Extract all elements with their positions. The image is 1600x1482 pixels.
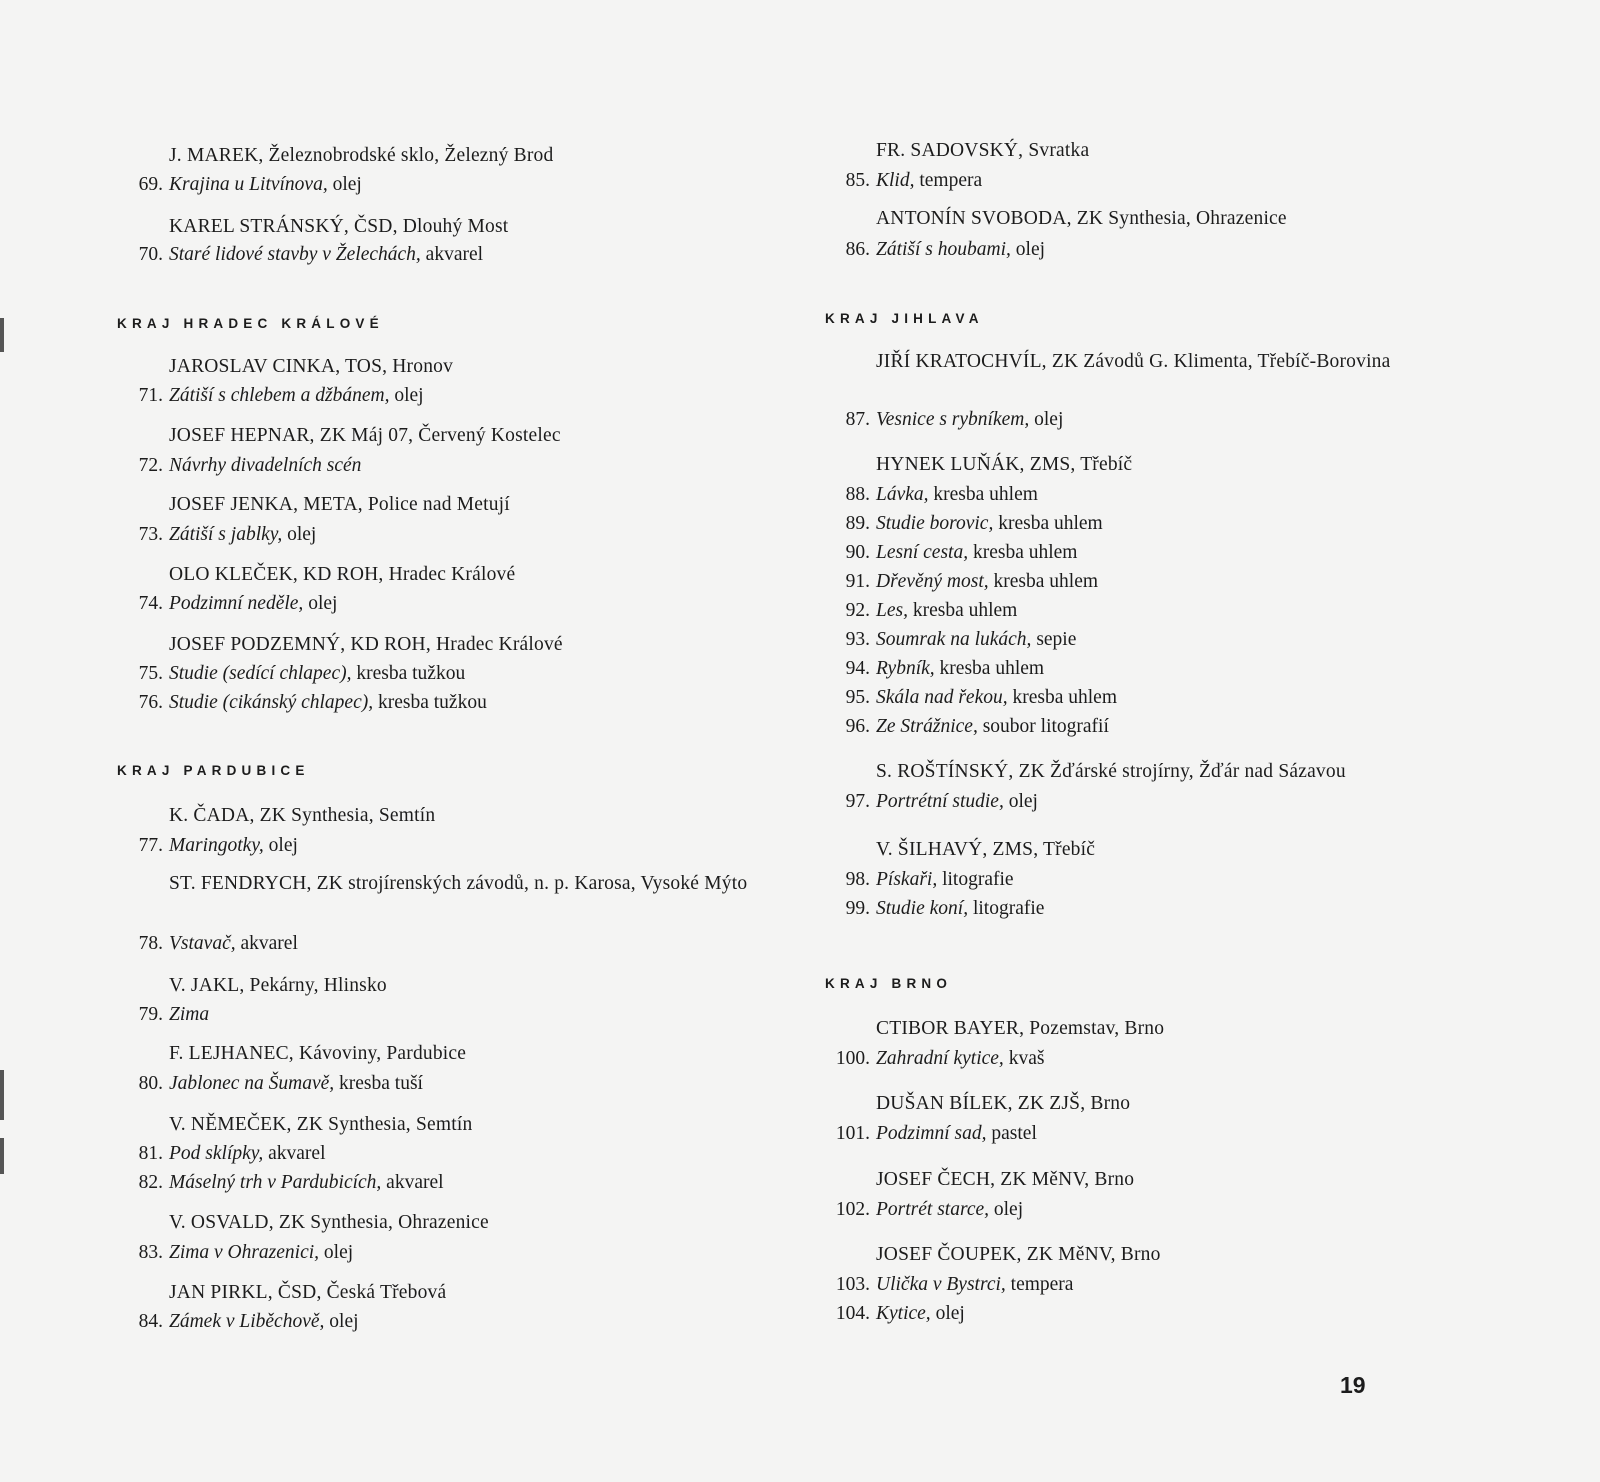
artwork-title: Studie koní, [876, 898, 969, 919]
artwork-title: Portrét starce, [876, 1199, 990, 1220]
artwork-technique: olej [324, 1311, 359, 1332]
artwork-number: 88. [845, 484, 870, 505]
artwork-number: 84. [138, 1311, 163, 1332]
artwork-entry [138, 593, 338, 615]
artwork-title: Pod sklípky, [169, 1143, 264, 1164]
artwork-technique: olej [327, 174, 362, 195]
artist-line: J. MAREK, Železnobrodské sklo, Železný Brod [169, 145, 554, 166]
artwork-number: 73. [138, 524, 163, 545]
artist-line: K. ČADA, ZK Synthesia, Semtín [169, 805, 436, 826]
artwork-title: Podzimní neděle, [169, 593, 304, 614]
artwork-title: Zima [169, 1004, 210, 1025]
artwork-entry [835, 1123, 1037, 1145]
artwork-number: 99. [845, 898, 870, 919]
artwork-title: Lesní cesta, [876, 542, 969, 563]
artwork-number: 70. [138, 244, 163, 265]
artwork-entry [845, 791, 1038, 813]
artwork-title: Kytice, [876, 1303, 931, 1324]
artwork-number: 94. [845, 658, 870, 679]
artwork-entry [845, 600, 1018, 622]
artwork-number: 72. [138, 455, 163, 476]
artwork-entry [845, 898, 1045, 920]
artwork-entry [845, 484, 1038, 506]
artwork-title: Krajina u Litvínova, [169, 174, 328, 195]
artwork-entry [835, 1199, 1024, 1221]
artwork-entry [138, 385, 424, 407]
artwork-entry [138, 1242, 354, 1264]
artwork-technique: olej [389, 385, 424, 406]
artwork-technique: akvarel [420, 244, 484, 265]
artist-line: DUŠAN BÍLEK, ZK ZJŠ, Brno [876, 1093, 1131, 1114]
artwork-title: Podzimní sad, [876, 1123, 987, 1144]
artwork-title: Jablonec na Šumavě, [169, 1073, 335, 1094]
artwork-title: Klid, [876, 170, 915, 191]
artwork-number: 78. [138, 933, 163, 954]
artwork-number: 69. [138, 174, 163, 195]
artist-line: V. NĚMEČEK, ZK Synthesia, Semtín [169, 1114, 473, 1135]
artwork-technique: tempera [914, 170, 983, 191]
artwork-number: 103. [835, 1274, 870, 1295]
artist-line: OLO KLEČEK, KD ROH, Hradec Králové [169, 564, 516, 585]
artwork-number: 91. [845, 571, 870, 592]
artwork-entry [138, 1143, 326, 1165]
artwork-entry [835, 1303, 965, 1325]
artwork-title: Portrétní studie, [876, 791, 1004, 812]
binding-mark [0, 1138, 4, 1174]
artist-line: JAN PIRKL, ČSD, Česká Třebová [169, 1282, 447, 1303]
artwork-technique: litografie [937, 869, 1014, 890]
artist-line: F. LEJHANEC, Kávoviny, Pardubice [169, 1043, 467, 1064]
artwork-title: Vstavač, [169, 933, 236, 954]
artwork-number: 87. [845, 409, 870, 430]
artwork-entry [845, 542, 1078, 564]
artwork-title: Zátiší s houbami, [876, 239, 1011, 260]
artwork-technique: olej [303, 593, 338, 614]
artist-line: FR. SADOVSKÝ, Svratka [876, 140, 1090, 161]
artwork-title: Les, [876, 600, 908, 621]
artwork-entry [835, 1274, 1074, 1296]
page-number: 19 [1340, 1372, 1366, 1398]
artwork-entry [845, 629, 1077, 651]
artwork-technique: kresba uhlem [1007, 687, 1117, 708]
artwork-technique: kresba uhlem [907, 600, 1018, 621]
artwork-technique: sepie [1031, 629, 1077, 650]
artwork-technique: kresba tuší [334, 1073, 423, 1094]
artwork-entry [845, 869, 1014, 891]
artwork-entry [138, 1172, 444, 1194]
artwork-number: 96. [845, 716, 870, 737]
artwork-number: 83. [138, 1242, 163, 1263]
artwork-entry [138, 174, 362, 196]
artist-line: ANTONÍN SVOBODA, ZK Synthesia, Ohrazenice [876, 208, 1287, 229]
artwork-entry [138, 244, 484, 266]
artwork-technique: kvaš [1003, 1048, 1045, 1069]
artist-line: JIŘÍ KRATOCHVÍL, ZK Závodů G. Klimenta, Třebíč-Borovina [876, 351, 1391, 372]
section-heading: KRAJ BRNO [825, 976, 953, 991]
artwork-technique: kresba uhlem [968, 542, 1078, 563]
artist-line: V. OSVALD, ZK Synthesia, Ohrazenice [169, 1212, 489, 1233]
artwork-entry [138, 1311, 359, 1333]
artwork-entry [138, 692, 487, 714]
artwork-number: 104. [835, 1303, 870, 1324]
artwork-title: Skála nad řekou, [876, 687, 1008, 708]
artwork-number: 75. [138, 663, 163, 684]
artist-line: CTIBOR BAYER, Pozemstav, Brno [876, 1018, 1165, 1039]
artwork-technique: kresba tužkou [351, 663, 466, 684]
artwork-title: Rybník, [876, 658, 935, 679]
artwork-entry [845, 239, 1046, 261]
artwork-title: Zima v Ohrazenici, [169, 1242, 320, 1263]
artwork-number: 98. [845, 869, 870, 890]
binding-mark [0, 1070, 4, 1120]
artwork-technique: akvarel [235, 933, 298, 954]
artwork-number: 86. [845, 239, 870, 260]
artwork-title: Staré lidové stavby v Želechách, [169, 244, 421, 265]
artwork-entry [845, 409, 1064, 431]
artwork-title: Maringotky, [169, 835, 264, 856]
artwork-technique: olej [1003, 791, 1038, 812]
artwork-entry [845, 571, 1099, 593]
artwork-technique: olej [1010, 239, 1046, 260]
artwork-technique: kresba uhlem [993, 513, 1103, 534]
artwork-title: Zátiší s chlebem a džbánem, [169, 385, 390, 406]
artist-line: KAREL STRÁNSKÝ, ČSD, Dlouhý Most [169, 216, 509, 237]
artwork-title: Studie borovic, [876, 513, 994, 534]
section-heading: KRAJ HRADEC KRÁLOVÉ [117, 316, 384, 331]
artist-line: JAROSLAV CINKA, TOS, Hronov [169, 356, 454, 377]
artwork-technique: olej [989, 1199, 1024, 1220]
artwork-entry [138, 663, 466, 685]
artwork-number: 92. [845, 600, 870, 621]
artwork-technique: kresba tužkou [373, 692, 487, 713]
artwork-entry [138, 933, 298, 955]
artwork-entry [138, 455, 362, 477]
section-heading: KRAJ PARDUBICE [117, 763, 310, 778]
artwork-technique: pastel [986, 1123, 1037, 1144]
artwork-technique: tempera [1005, 1274, 1074, 1295]
artwork-technique: olej [930, 1303, 965, 1324]
artwork-entry [138, 1004, 210, 1026]
artwork-title: Studie (sedící chlapec), [169, 663, 352, 684]
artwork-number: 90. [845, 542, 870, 563]
artwork-number: 77. [138, 835, 163, 856]
artwork-title: Zahradní kytice, [876, 1048, 1004, 1069]
binding-mark [0, 318, 4, 352]
artwork-technique: olej [1029, 409, 1064, 430]
artwork-number: 79. [138, 1004, 163, 1025]
artwork-number: 97. [845, 791, 870, 812]
artwork-technique: kresba uhlem [934, 658, 1045, 679]
artwork-title: Studie (cikánský chlapec), [169, 692, 374, 713]
artist-line: JOSEF JENKA, META, Police nad Metují [169, 494, 510, 515]
artwork-number: 74. [138, 593, 163, 614]
artwork-number: 82. [138, 1172, 163, 1193]
artwork-title: Ulička v Bystrci, [876, 1274, 1006, 1295]
artwork-number: 95. [845, 687, 870, 708]
artwork-number: 102. [835, 1199, 870, 1220]
artwork-technique: akvarel [263, 1143, 326, 1164]
artist-line: HYNEK LUŇÁK, ZMS, Třebíč [876, 454, 1133, 475]
artwork-number: 71. [138, 385, 163, 406]
artwork-number: 81. [138, 1143, 163, 1164]
artwork-technique: olej [263, 835, 298, 856]
artwork-entry [835, 1048, 1045, 1070]
artwork-title: Lávka, [876, 484, 929, 505]
artist-line: ST. FENDRYCH, ZK strojírenských závodů, n. p. Karosa, Vysoké Mýto [169, 873, 748, 894]
artwork-entry [138, 835, 298, 857]
artwork-technique: kresba uhlem [988, 571, 1099, 592]
artwork-title: Dřevěný most, [876, 571, 989, 592]
artwork-technique: akvarel [381, 1172, 444, 1193]
artwork-title: Zátiší s jablky, [169, 524, 283, 545]
artist-line: JOSEF ČECH, ZK MěNV, Brno [876, 1169, 1135, 1190]
artwork-entry [845, 513, 1103, 535]
section-heading: KRAJ JIHLAVA [825, 311, 984, 326]
artwork-entry [845, 687, 1117, 709]
artwork-number: 93. [845, 629, 870, 650]
artwork-number: 85. [845, 170, 870, 191]
artwork-title: Návrhy divadelních scén [169, 455, 362, 476]
artist-line: V. JAKL, Pekárny, Hlinsko [169, 975, 387, 996]
artwork-entry [845, 658, 1045, 680]
artist-line: S. ROŠTÍNSKÝ, ZK Žďárské strojírny, Žďár nad Sázavou [876, 761, 1346, 782]
artwork-technique: litografie [968, 898, 1045, 919]
artist-line: V. ŠILHAVÝ, ZMS, Třebíč [876, 839, 1096, 860]
artwork-title: Vesnice s rybníkem, [876, 409, 1030, 430]
artwork-technique: olej [319, 1242, 354, 1263]
artwork-entry [138, 524, 317, 546]
artwork-entry [845, 716, 1109, 738]
artwork-number: 101. [835, 1123, 870, 1144]
artwork-technique: soubor litografií [977, 716, 1109, 737]
artwork-title: Soumrak na lukách, [876, 629, 1032, 650]
artwork-technique: olej [282, 524, 317, 545]
artist-line: JOSEF PODZEMNÝ, KD ROH, Hradec Králové [169, 634, 563, 655]
artwork-number: 80. [138, 1073, 163, 1094]
artwork-technique: kresba uhlem [928, 484, 1038, 505]
artwork-number: 100. [835, 1048, 870, 1069]
artist-line: JOSEF ČOUPEK, ZK MěNV, Brno [876, 1244, 1161, 1265]
artwork-number: 76. [138, 692, 163, 713]
artwork-entry [138, 1073, 423, 1095]
artist-line: JOSEF HEPNAR, ZK Máj 07, Červený Kostelec [169, 425, 561, 446]
artwork-number: 89. [845, 513, 870, 534]
artwork-title: Ze Strážnice, [876, 716, 978, 737]
artwork-title: Zámek v Liběchově, [169, 1311, 325, 1332]
artwork-title: Pískaři, [876, 869, 938, 890]
artwork-entry [845, 170, 983, 192]
artwork-title: Máselný trh v Pardubicích, [169, 1172, 382, 1193]
